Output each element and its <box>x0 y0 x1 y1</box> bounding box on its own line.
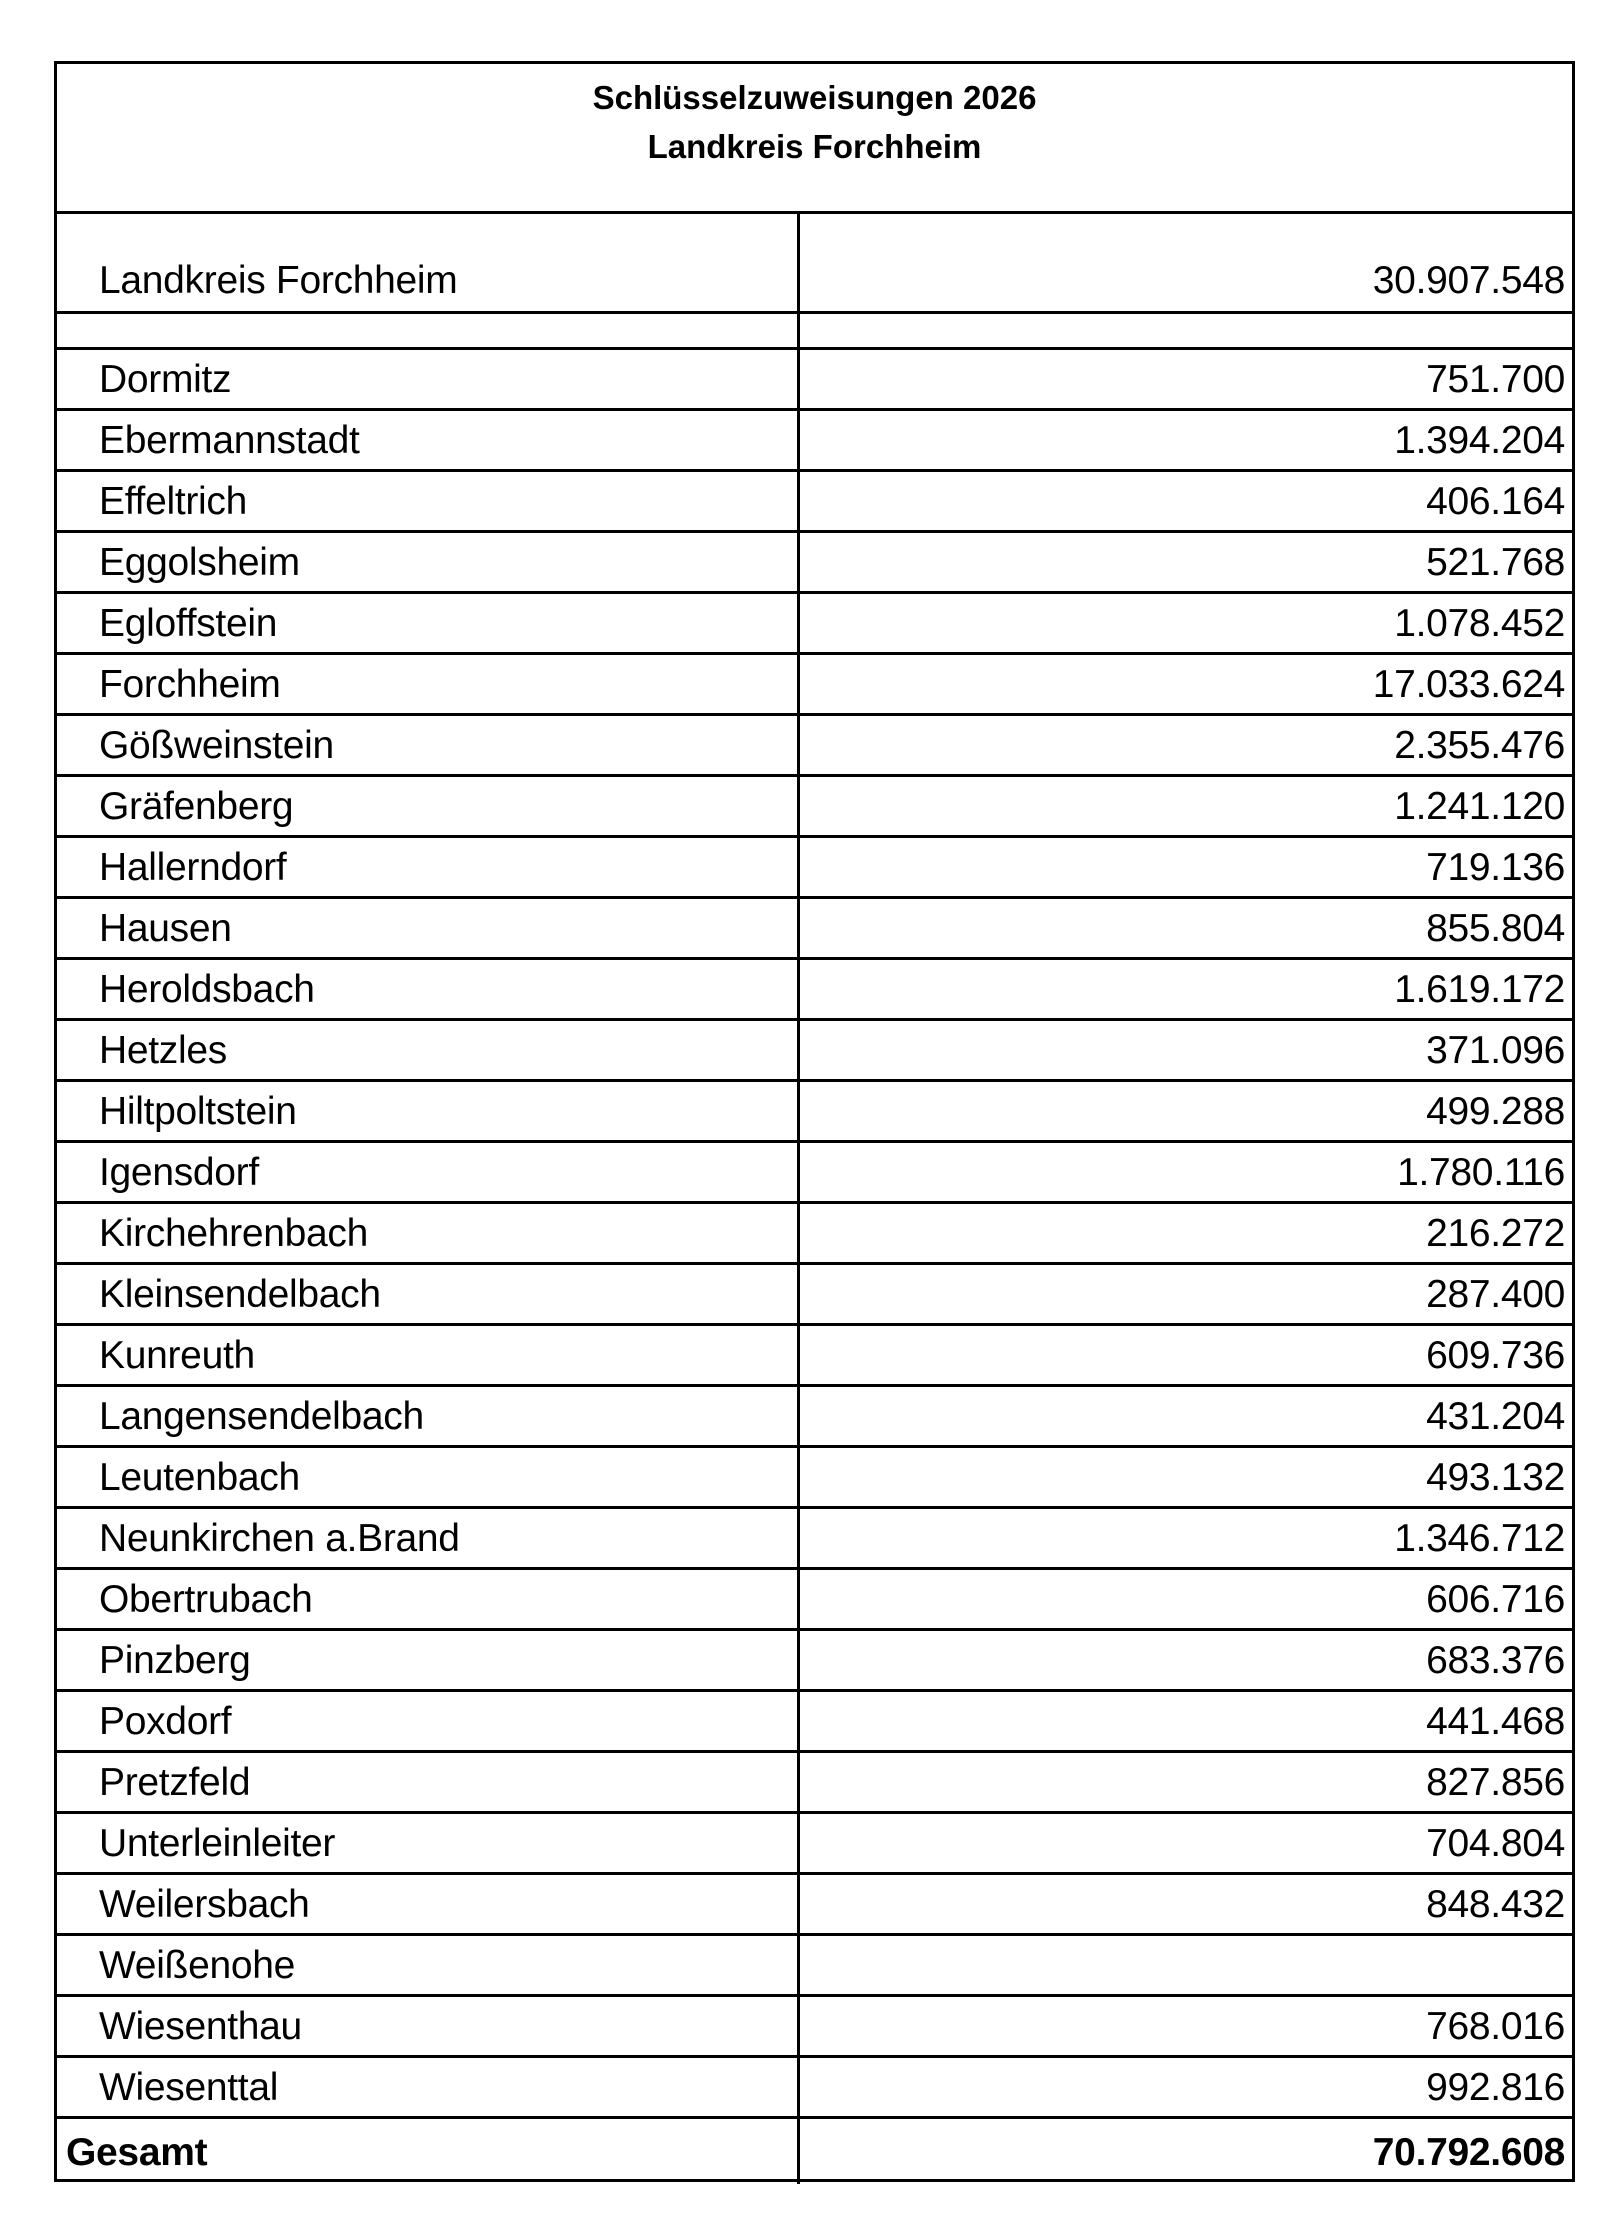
municipality-value: 1.394.204 <box>1394 419 1565 462</box>
district-value: 30.907.548 <box>1372 259 1565 302</box>
municipality-row <box>57 655 1572 716</box>
municipality-value: 1.780.116 <box>1397 1151 1565 1194</box>
value-cell <box>800 838 1572 896</box>
district-name: Landkreis Forchheim <box>99 259 458 302</box>
municipality-name: Kleinsendelbach <box>99 1273 381 1316</box>
municipality-row <box>57 1814 1572 1875</box>
name-cell <box>57 1265 800 1323</box>
name-cell <box>57 655 800 713</box>
name-cell <box>57 2058 800 2116</box>
municipality-row <box>57 1265 1572 1326</box>
name-cell <box>57 1021 800 1079</box>
municipality-value: 1.078.452 <box>1394 602 1565 645</box>
value-cell <box>800 1021 1572 1079</box>
value-cell <box>800 1875 1572 1933</box>
municipality-value: 606.716 <box>1426 1578 1565 1621</box>
municipality-value: 1.619.172 <box>1394 968 1565 1011</box>
municipality-value: 683.376 <box>1426 1639 1565 1682</box>
municipality-name: Weißenohe <box>99 1944 296 1987</box>
municipality-value: 827.856 <box>1426 1761 1565 1804</box>
value-cell <box>800 1509 1572 1567</box>
municipality-row <box>57 411 1572 472</box>
name-cell <box>57 411 800 469</box>
value-cell <box>800 1082 1572 1140</box>
municipality-name: Pinzberg <box>99 1639 251 1682</box>
municipality-row <box>57 1204 1572 1265</box>
municipality-name: Hetzles <box>99 1029 227 1072</box>
value-cell <box>800 314 1572 347</box>
municipality-row <box>57 960 1572 1021</box>
value-cell <box>800 1265 1572 1323</box>
value-cell <box>800 1631 1572 1689</box>
value-cell <box>800 533 1572 591</box>
table-title: Schlüsselzuweisungen 2026 <box>592 79 1037 116</box>
municipality-value: 768.016 <box>1426 2005 1565 2048</box>
municipality-name: Weilersbach <box>99 1883 310 1926</box>
table-subtitle: Landkreis Forchheim <box>647 128 982 165</box>
value-cell <box>800 1448 1572 1506</box>
municipality-value: 521.768 <box>1426 541 1565 584</box>
municipality-name: Gräfenberg <box>99 785 294 828</box>
name-cell <box>57 1570 800 1628</box>
value-cell <box>800 472 1572 530</box>
municipality-row <box>57 1509 1572 1570</box>
name-cell <box>57 594 800 652</box>
municipality-row <box>57 1570 1572 1631</box>
municipality-value: 704.804 <box>1426 1822 1565 1865</box>
value-cell <box>800 777 1572 835</box>
name-cell <box>57 1631 800 1689</box>
municipality-row <box>57 1387 1572 1448</box>
municipality-name: Hausen <box>99 907 232 950</box>
name-cell <box>57 1936 800 1994</box>
name-cell <box>57 1143 800 1201</box>
municipality-row <box>57 1997 1572 2058</box>
municipality-name: Neunkirchen a.Brand <box>99 1517 460 1560</box>
municipality-value: 1.346.712 <box>1394 1517 1565 1560</box>
municipality-name: Dormitz <box>99 358 232 401</box>
value-cell <box>800 1387 1572 1445</box>
municipality-value: 751.700 <box>1426 358 1565 401</box>
municipality-value: 1.241.120 <box>1394 785 1565 828</box>
municipality-name: Gößweinstein <box>99 724 334 767</box>
name-cell <box>57 1509 800 1567</box>
municipality-name: Kirchehrenbach <box>99 1212 368 1255</box>
municipality-row <box>57 1082 1572 1143</box>
municipality-row <box>57 1753 1572 1814</box>
name-cell <box>57 1387 800 1445</box>
municipality-name: Heroldsbach <box>99 968 315 1011</box>
value-cell <box>800 1326 1572 1384</box>
municipality-row <box>57 1021 1572 1082</box>
municipality-row <box>57 838 1572 899</box>
municipality-value: 371.096 <box>1426 1029 1565 1072</box>
municipality-value: 406.164 <box>1426 480 1565 523</box>
name-cell <box>57 1692 800 1750</box>
municipality-name: Wiesenthau <box>99 2005 302 2048</box>
name-cell <box>57 960 800 1018</box>
name-cell <box>57 777 800 835</box>
municipality-name: Leutenbach <box>99 1456 300 1499</box>
municipality-value: 499.288 <box>1426 1090 1565 1133</box>
municipality-row <box>57 1692 1572 1753</box>
municipality-row <box>57 777 1572 838</box>
table-title-block <box>57 64 1572 214</box>
municipality-name: Hiltpoltstein <box>99 1090 297 1133</box>
name-cell <box>57 716 800 774</box>
municipality-name: Igensdorf <box>99 1151 259 1194</box>
municipality-row <box>57 899 1572 960</box>
municipality-name: Poxdorf <box>99 1700 232 1743</box>
value-cell <box>800 899 1572 957</box>
total-value: 70.792.608 <box>1372 2131 1565 2174</box>
municipality-list <box>57 350 1572 2119</box>
municipality-name: Obertrubach <box>99 1578 313 1621</box>
municipality-value: 992.816 <box>1426 2066 1565 2109</box>
value-cell <box>800 1936 1572 1994</box>
municipality-row <box>57 594 1572 655</box>
municipality-name: Pretzfeld <box>99 1761 251 1804</box>
municipality-value: 216.272 <box>1426 1212 1565 1255</box>
spacer-row <box>57 314 1572 350</box>
name-cell <box>57 214 800 311</box>
value-cell <box>800 214 1572 311</box>
district-row <box>57 214 1572 314</box>
municipality-row <box>57 533 1572 594</box>
name-cell <box>57 1082 800 1140</box>
municipality-name: Wiesenttal <box>99 2066 279 2109</box>
value-cell <box>800 350 1572 408</box>
municipality-value: 848.432 <box>1426 1883 1565 1926</box>
municipality-value: 17.033.624 <box>1372 663 1565 706</box>
value-cell <box>800 1204 1572 1262</box>
allocation-table <box>54 61 1575 2182</box>
municipality-row <box>57 1326 1572 1387</box>
municipality-row <box>57 1448 1572 1509</box>
name-cell <box>57 314 800 347</box>
value-cell <box>800 1997 1572 2055</box>
municipality-name: Hallerndorf <box>99 846 287 889</box>
name-cell <box>57 472 800 530</box>
name-cell <box>57 838 800 896</box>
municipality-value: 287.400 <box>1426 1273 1565 1316</box>
name-cell <box>57 1875 800 1933</box>
municipality-name: Langensendelbach <box>99 1395 424 1438</box>
name-cell <box>57 2119 800 2184</box>
municipality-value: 2.355.476 <box>1394 724 1565 767</box>
municipality-name: Forchheim <box>99 663 281 706</box>
municipality-value: 441.468 <box>1426 1700 1565 1743</box>
total-label: Gesamt <box>66 2131 208 2174</box>
municipality-row <box>57 2058 1572 2119</box>
municipality-row <box>57 472 1572 533</box>
name-cell <box>57 899 800 957</box>
name-cell <box>57 1448 800 1506</box>
total-row <box>57 2119 1572 2184</box>
value-cell <box>800 411 1572 469</box>
name-cell <box>57 1814 800 1872</box>
value-cell <box>800 2058 1572 2116</box>
municipality-name: Effeltrich <box>99 480 248 523</box>
value-cell <box>800 960 1572 1018</box>
municipality-name: Egloffstein <box>99 602 278 645</box>
name-cell <box>57 1326 800 1384</box>
municipality-row <box>57 1936 1572 1997</box>
value-cell <box>800 1143 1572 1201</box>
value-cell <box>800 655 1572 713</box>
name-cell <box>57 1753 800 1811</box>
municipality-row <box>57 1875 1572 1936</box>
municipality-row <box>57 1631 1572 1692</box>
municipality-name: Ebermannstadt <box>99 419 360 462</box>
value-cell <box>800 1753 1572 1811</box>
name-cell <box>57 1997 800 2055</box>
municipality-value: 609.736 <box>1426 1334 1565 1377</box>
name-cell <box>57 350 800 408</box>
municipality-name: Eggolsheim <box>99 541 300 584</box>
municipality-value: 719.136 <box>1426 846 1565 889</box>
value-cell <box>800 1570 1572 1628</box>
value-cell <box>800 1692 1572 1750</box>
municipality-row <box>57 716 1572 777</box>
name-cell <box>57 1204 800 1262</box>
municipality-row <box>57 350 1572 411</box>
municipality-row <box>57 1143 1572 1204</box>
value-cell <box>800 1814 1572 1872</box>
value-cell <box>800 716 1572 774</box>
value-cell <box>800 2119 1572 2184</box>
municipality-name: Unterleinleiter <box>99 1822 336 1865</box>
table-body <box>57 214 1572 2184</box>
municipality-value: 493.132 <box>1426 1456 1565 1499</box>
municipality-value: 431.204 <box>1426 1395 1565 1438</box>
value-cell <box>800 594 1572 652</box>
name-cell <box>57 533 800 591</box>
municipality-name: Kunreuth <box>99 1334 255 1377</box>
municipality-value: 855.804 <box>1426 907 1565 950</box>
